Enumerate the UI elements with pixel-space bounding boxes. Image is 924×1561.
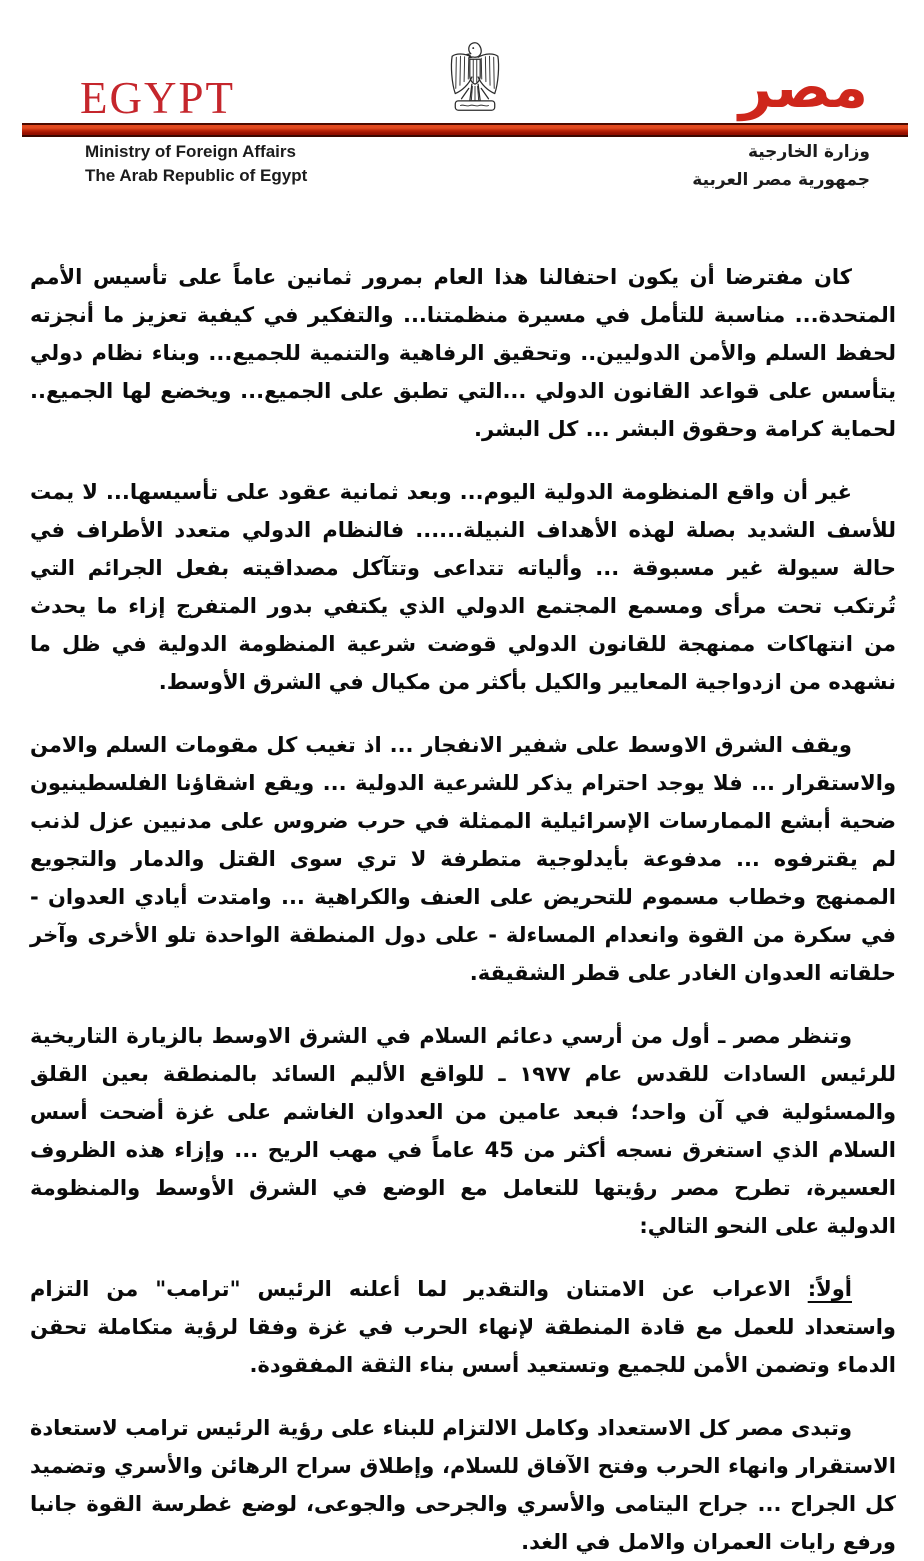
statement-body	[0, 212, 924, 1561]
ministry-ar-line1: وزارة الخارجية	[747, 142, 870, 162]
paragraph-6: وتبدى مصر كل الاستعداد وكامل الالتزام للبناء على رؤية الرئيس ترامب لاستعادة الاستقرار وانهاء الحرب وفتح الآفاق للسلام، وإطلاق سراح الرهائن والأسري وتضميد كل الجراح ... جراح اليتامى والأسري والجرحى والجوعى، لوضع غطرسة القوة جانبا ورفع رايات العمران والامل في الغد.	[30, 1416, 896, 1554]
eagle-of-saladin-icon	[448, 40, 502, 116]
paragraph-5-text: الاعراب عن الامتنان والتقدير لما أعلنه الرئيس "ترامب" من التزام واستعداد للعمل مع قادة المنطقة لإنهاء الحرب في غزة وفقا لرؤية متكاملة تحقن الدماء وتضمن الأمن للجميع وتستعيد أسس بناء الثقة المفقودة.	[30, 1277, 896, 1377]
paragraph-1: كان مفترضا أن يكون احتفالنا هذا العام بمرور ثمانين عاماً على تأسيس الأمم المتحدة... مناسبة للتأمل في مسيرة منظمتنا... والتفكير في كيفية تعزيز ما أنجزته لحفظ السلم والأمن الدوليين.. وتحقيق الرفاهية والتنمية للجميع... وبناء نظام دولي يتأسس على قواعد القانون الدولي ...التي تطبق على الجميع... ويخضع لها الجميع.. لحماية كرامة وحقوق البشر ... كل البشر.	[30, 265, 896, 441]
ministry-ar-line2: جمهورية مصر العربية	[692, 170, 870, 190]
paragraph-5	[30, 1270, 896, 1384]
letterhead	[0, 0, 924, 212]
ministry-en-line2: The Arab Republic of Egypt	[85, 166, 308, 185]
egypt-wordmark-english: EGYPT	[80, 73, 235, 123]
paragraph-4: وتنظر مصر ـ أول من أرسي دعائم السلام في الشرق الاوسط بالزيارة التاريخية للرئيس السادات للقدس عام ١٩٧٧ ـ للواقع الأليم السائد بالمنطقة بعين القلق والمسئولية في آن واحد؛ فبعد عامين من العدوان الغاشم على غزة أضحت أسس السلام الذي استغرق نسجه أكثر من 45 عاماً في مهب الريح ... وإزاء هذه الظروف العسيرة، تطرح مصر رؤيتها للتعامل مع الوضع في الشرق الأوسط والمنظومة الدولية على النحو التالي:	[30, 1024, 896, 1238]
ministry-name-arabic	[692, 138, 870, 194]
egypt-wordmark-arabic: مصر	[738, 53, 868, 121]
ministry-en-line1: Ministry of Foreign Affairs	[85, 142, 296, 161]
paragraph-3: ويقف الشرق الاوسط على شفير الانفجار ... اذ تغيب كل مقومات السلم والامن والاستقرار ... فلا يوجد احترام يذكر للشرعية الدولية ... ويقع اشقاؤنا الفلسطينيون ضحية أبشع الممارسات الإسرائيلية الممثلة في حرب ضروس على مدنيين عزل لذنب لم يقترفوه ... مدفوعة بأيدلوجية متطرفة لا تري سوى القتل والدمار والتجويع الممنهج وخطاب مسموم للتحريض على العنف والكراهية ... وامتدت أيادي العدوان - في سكرة من القوة وانعدام المساءلة - على دول المنطقة الواحدة تلو الأخرى وآخر حلقاته العدوان الغادر على قطر الشقيقة.	[30, 733, 896, 985]
letterhead-divider-bar	[22, 123, 908, 137]
ministry-name-english	[85, 140, 307, 188]
paragraph-2: غير أن واقع المنظومة الدولية اليوم... وبعد ثمانية عقود على تأسيسها... لا يمت للأسف الشديد بصلة لهذه الأهداف النبيلة...... فالنظام الدولي متعدد الأطراف في حالة سيولة غير مسبوقة ... وألياته تتداعى وتتآكل مصداقيته بفعل الجرائم التي تُرتكب تحت مرأى ومسمع المجتمع الدولي الذي يكتفي بدور المتفرج إزاء ما يحدث من انتهاكات ممنهجة للقانون الدولي قوضت شرعية المنظومة الدولية في ظل ما نشهده من ازدواجية المعايير والكيل بأكثر من مكيال في الشرق الأوسط.	[30, 480, 896, 694]
egypt-coat-of-arms-emblem	[448, 40, 502, 116]
paragraph-5-lead: أولاً:	[807, 1277, 852, 1301]
